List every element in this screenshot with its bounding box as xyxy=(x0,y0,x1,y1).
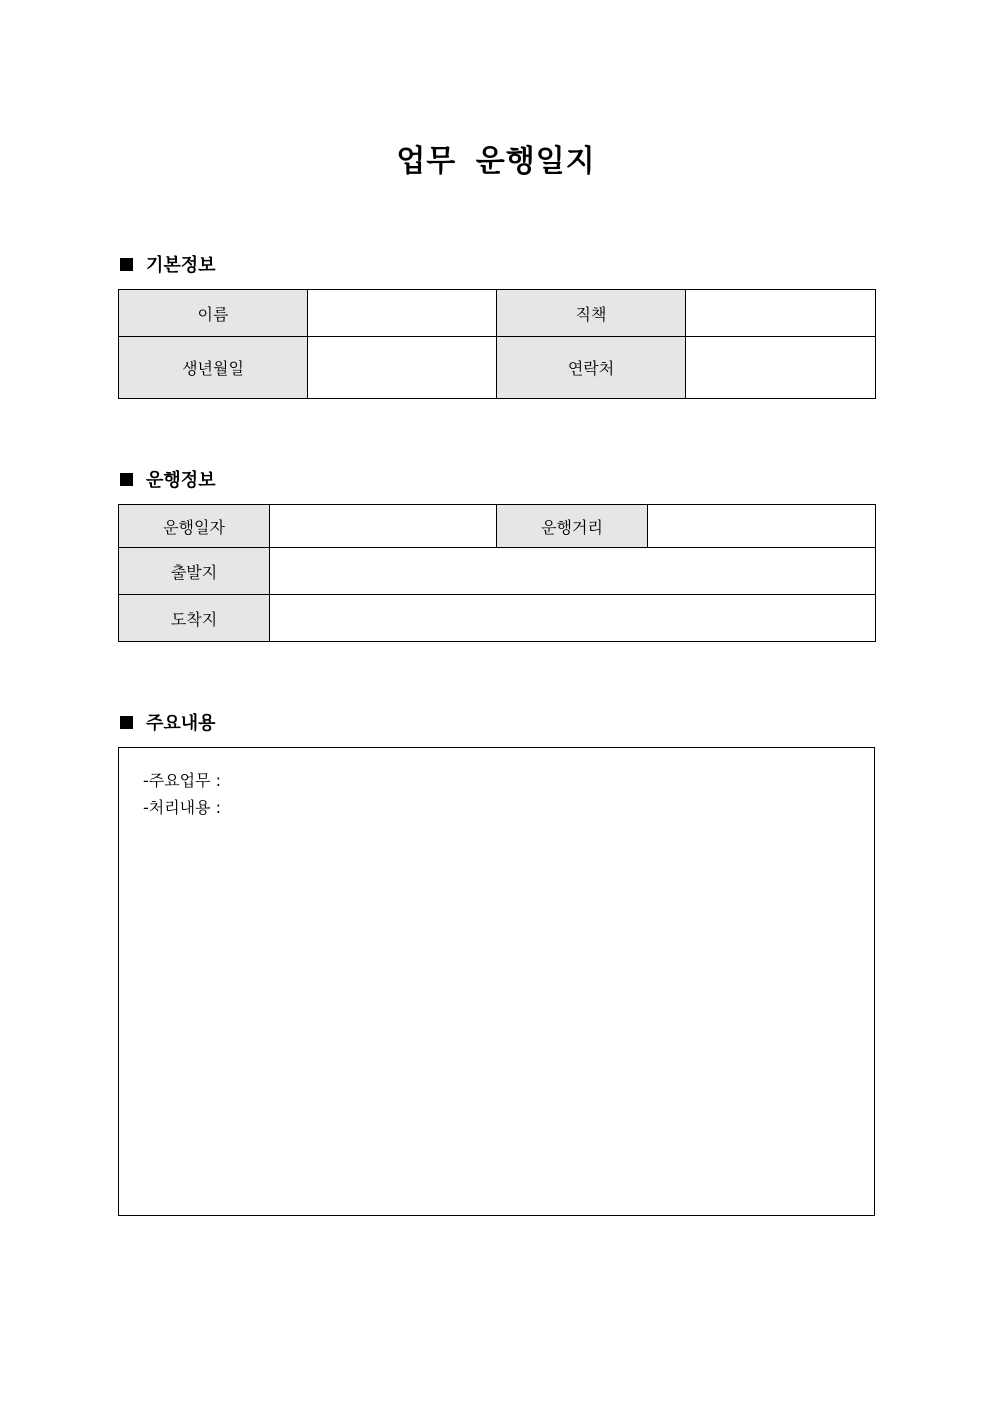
section-heading-main-content xyxy=(118,710,216,734)
main-task-line: -주요업무 : xyxy=(143,771,222,790)
table-row xyxy=(119,290,876,337)
basic-info-table xyxy=(118,289,876,399)
handling-details-line: -처리내용 : xyxy=(143,798,222,817)
table-row xyxy=(119,548,876,595)
square-bullet-icon xyxy=(120,473,133,486)
departure-label: 출발지 xyxy=(119,548,270,595)
drive-distance-label: 운행거리 xyxy=(497,505,648,548)
section-heading-basic-info xyxy=(118,252,216,276)
square-bullet-icon xyxy=(120,716,133,729)
table-row xyxy=(119,337,876,399)
section-heading-label: 주요내용 xyxy=(146,713,216,734)
main-content-textarea[interactable] xyxy=(118,747,875,1216)
name-field[interactable] xyxy=(308,290,497,337)
drive-info-table xyxy=(118,504,876,642)
section-heading-drive-info xyxy=(118,467,216,491)
page-title: 업무 운행일지 xyxy=(396,144,596,179)
table-row xyxy=(119,505,876,548)
section-heading-label: 기본정보 xyxy=(146,255,216,276)
drive-date-field[interactable] xyxy=(270,505,497,548)
section-heading-label: 운행정보 xyxy=(146,470,216,491)
arrival-label: 도착지 xyxy=(119,595,270,642)
position-label: 직책 xyxy=(497,290,686,337)
square-bullet-icon xyxy=(120,258,133,271)
name-label: 이름 xyxy=(119,290,308,337)
contact-label: 연락처 xyxy=(497,337,686,399)
birth-date-field[interactable] xyxy=(308,337,497,399)
birth-date-label: 생년월일 xyxy=(119,337,308,399)
table-row xyxy=(119,595,876,642)
drive-date-label: 운행일자 xyxy=(119,505,270,548)
arrival-field[interactable] xyxy=(270,595,876,642)
position-field[interactable] xyxy=(686,290,876,337)
contact-field[interactable] xyxy=(686,337,876,399)
drive-distance-field[interactable] xyxy=(648,505,876,548)
departure-field[interactable] xyxy=(270,548,876,595)
